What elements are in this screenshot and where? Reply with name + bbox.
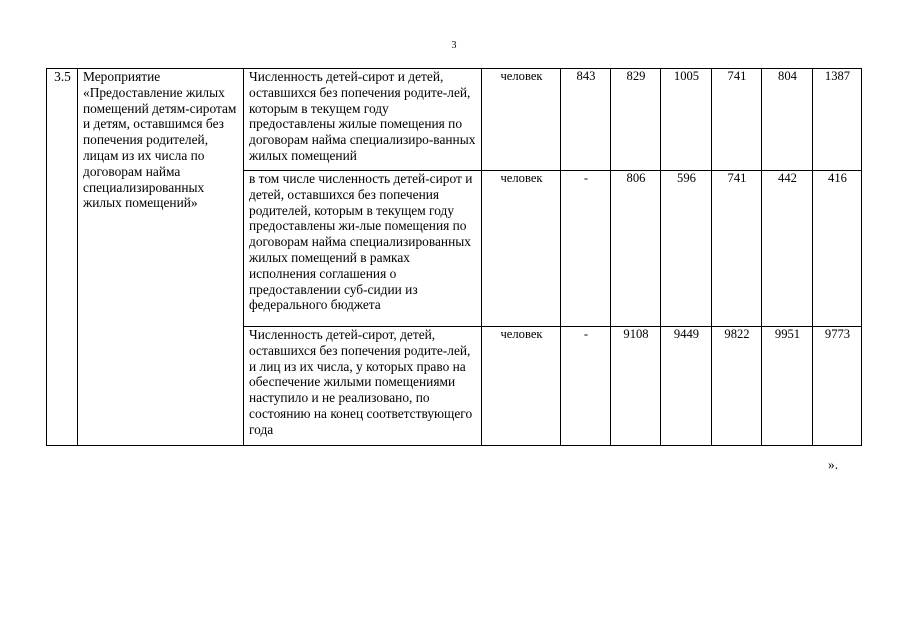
value-cell: 806 bbox=[611, 171, 661, 327]
indicators-table bbox=[46, 68, 862, 446]
indicator-text: Численность детей-сирот и детей, оставшихся без попечения родите-лей, которым в текущем году предоставлены жилые помещения по договорам найма специализиро-ванных жилых помещений bbox=[244, 69, 482, 171]
value-cell: - bbox=[561, 327, 611, 446]
value-cell: 9951 bbox=[762, 327, 813, 446]
row-number: 3.5 bbox=[47, 69, 78, 446]
closing-quote-mark: ». bbox=[828, 457, 839, 472]
value-cell: 843 bbox=[561, 69, 611, 171]
value-cell: 1005 bbox=[661, 69, 712, 171]
value-cell: 829 bbox=[611, 69, 661, 171]
value-cell: 596 bbox=[661, 171, 712, 327]
unit-cell: человек bbox=[482, 171, 561, 327]
measure-name: Мероприятие «Предоставление жилых помещений детям-сиротам и детям, оставшимся без попечения родителей, лицам из их числа по договорам найма специализированных жилых помещений» bbox=[78, 69, 244, 446]
value-cell: 804 bbox=[762, 69, 813, 171]
indicator-text: в том числе численность детей-сирот и детей, оставшихся без попечения родителей, которым в текущем году предоставлены жи-лые помещения по договорам найма специализированных жилых помещений в рамках исполнения соглашения о предоставлении суб-сидии из федерального бюджета bbox=[244, 171, 482, 327]
value-cell: 741 bbox=[712, 69, 762, 171]
value-cell: 9773 bbox=[813, 327, 862, 446]
indicator-text: Численность детей-сирот, детей, оставшихся без попечения родите-лей, и лиц из их числа, у которых право на обеспечение жилыми помещениями наступило и не реализовано, по состоянию на конец соответствующего года bbox=[244, 327, 482, 446]
table-row bbox=[47, 69, 862, 171]
value-cell: 9108 bbox=[611, 327, 661, 446]
value-cell: 741 bbox=[712, 171, 762, 327]
value-cell: 442 bbox=[762, 171, 813, 327]
unit-cell: человек bbox=[482, 69, 561, 171]
value-cell: 9822 bbox=[712, 327, 762, 446]
unit-cell: человек bbox=[482, 327, 561, 446]
value-cell: 416 bbox=[813, 171, 862, 327]
value-cell: 1387 bbox=[813, 69, 862, 171]
page-number: 3 bbox=[451, 40, 457, 51]
value-cell: 9449 bbox=[661, 327, 712, 446]
value-cell: - bbox=[561, 171, 611, 327]
